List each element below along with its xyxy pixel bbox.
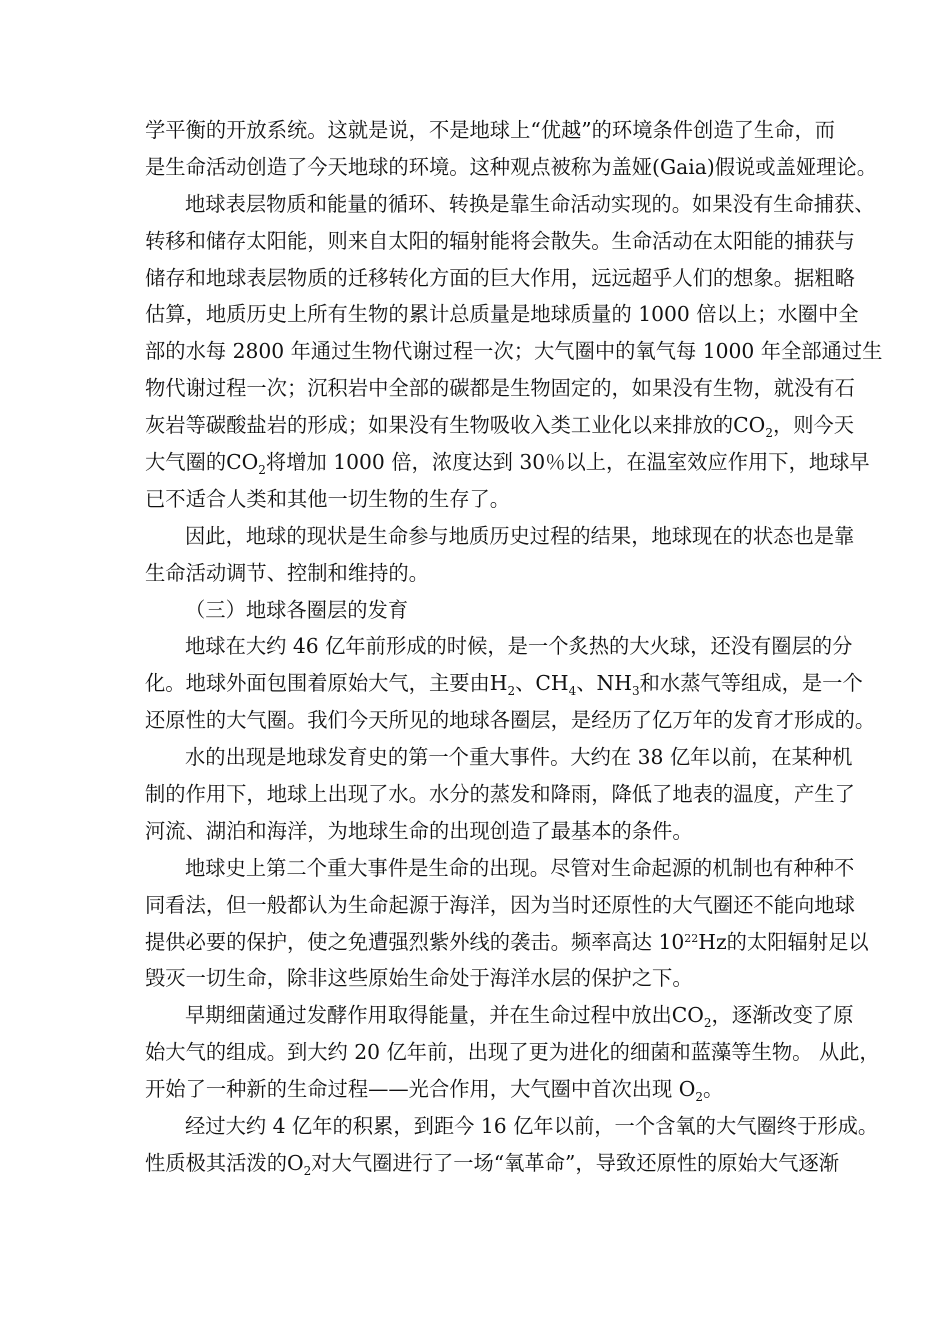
text-line: 生命活动调节、控制和维持的。 — [145, 560, 429, 585]
text-line: 毁灭一切生命，除非这些原始生命处于海洋水层的保护之下。 — [145, 966, 693, 991]
text-line: 提供必要的保护，使之免遭强烈紫外线的袭击。频率高达 $10^{22}Hz$的太阳辐射足以 — [145, 929, 869, 954]
text-line: 还原性的大气圈。我们今天所见的地球各圈层，是经历了亿万年的发育才形成的。 — [145, 708, 876, 733]
text-line: 始大气的组成。到大约 20 亿年前，出现了更为进化的细菌和蓝藻等生物。 从此， — [145, 1040, 880, 1065]
text-line: 部的水每 2800 年通过生物代谢过程一次；大气圈中的氧气每 1000 年全部通过生 — [145, 339, 883, 364]
text-line: 化。地球外面包围着原始大气，主要由$H_2$、$CH_4$、$NH_3$和水蒸气等组成，是一个 — [145, 671, 863, 699]
text-line: 估算，地质历史上所有生物的累计总质量是地球质量的 1000 倍以上；水圈中全 — [145, 302, 859, 327]
text-line: 地球表层物质和能量的循环、转换是靠生命活动实现的。如果没有生命捕获、 — [185, 191, 875, 216]
text-line: 河流、湖泊和海洋，为地球生命的出现创造了最基本的条件。 — [145, 818, 693, 843]
text-line: 因此，地球的现状是生命参与地质历史过程的结果，地球现在的状态也是靠 — [185, 523, 855, 548]
text-line: 早期细菌通过发酵作用取得能量，并在生命过程中放出$CO_2$，逐渐改变了原 — [185, 1003, 854, 1031]
section-heading: （三）地球各圈层的发育 — [185, 597, 409, 622]
text-line: 同看法，但一般都认为生命起源于海洋，因为当时还原性的大气圈还不能向地球 — [145, 892, 855, 917]
text-line: 已不适合人类和其他一切生物的生存了。 — [145, 486, 511, 511]
text-line: 水的出现是地球发育史的第一个重大事件。大约在 38 亿年以前，在某种机 — [185, 745, 853, 770]
text-line: 学平衡的开放系统。这就是说，不是地球上“优越”的环境条件创造了生命，而 — [145, 118, 836, 142]
text-line: 性质极其活泼的$O_2$对大气圈进行了一场“氧革命”，导致还原性的原始大气逐渐 — [145, 1150, 840, 1178]
text-line: 储存和地球表层物质的迁移转化方面的巨大作用，远远超乎人们的想象。据粗略 — [145, 265, 855, 290]
text-line: 物代谢过程一次；沉积岩中全部的碳都是生物固定的，如果没有生物，就没有石 — [145, 376, 855, 401]
text-line: 制的作用下，地球上出现了水。水分的蒸发和降雨，降低了地表的温度，产生了 — [145, 782, 855, 807]
text-line: 经过大约 4 亿年的积累，到距今 16 亿年以前，一个含氧的大气圈终于形成。 — [185, 1114, 879, 1139]
text-line: 大气圈的$CO_2$将增加 1000 倍，浓度达到 30％以上，在温室效应作用下，地球早 — [145, 450, 870, 478]
document-page — [145, 112, 883, 1182]
text-line: 地球史上第二个重大事件是生命的出现。尽管对生命起源的机制也有种种不 — [185, 855, 855, 880]
text-line: 开始了一种新的生命过程——光合作用，大气圈中首次出现 $O_2$。 — [145, 1077, 724, 1105]
text-line: 转移和储存太阳能，则来自太阳的辐射能将会散失。生命活动在太阳能的捕获与 — [145, 228, 855, 253]
text-line: 地球在大约 46 亿年前形成的时候，是一个炙热的大火球，还没有圈层的分 — [185, 634, 853, 659]
text-line: 灰岩等碳酸盐岩的形成；如果没有生物吸收入类工业化以来排放的$CO_2$，则今天 — [145, 413, 855, 441]
text-line: 是生命活动创造了今天地球的环境。这种观点被称为盖娅(Gaia)假说或盖娅理论。 — [145, 154, 877, 179]
